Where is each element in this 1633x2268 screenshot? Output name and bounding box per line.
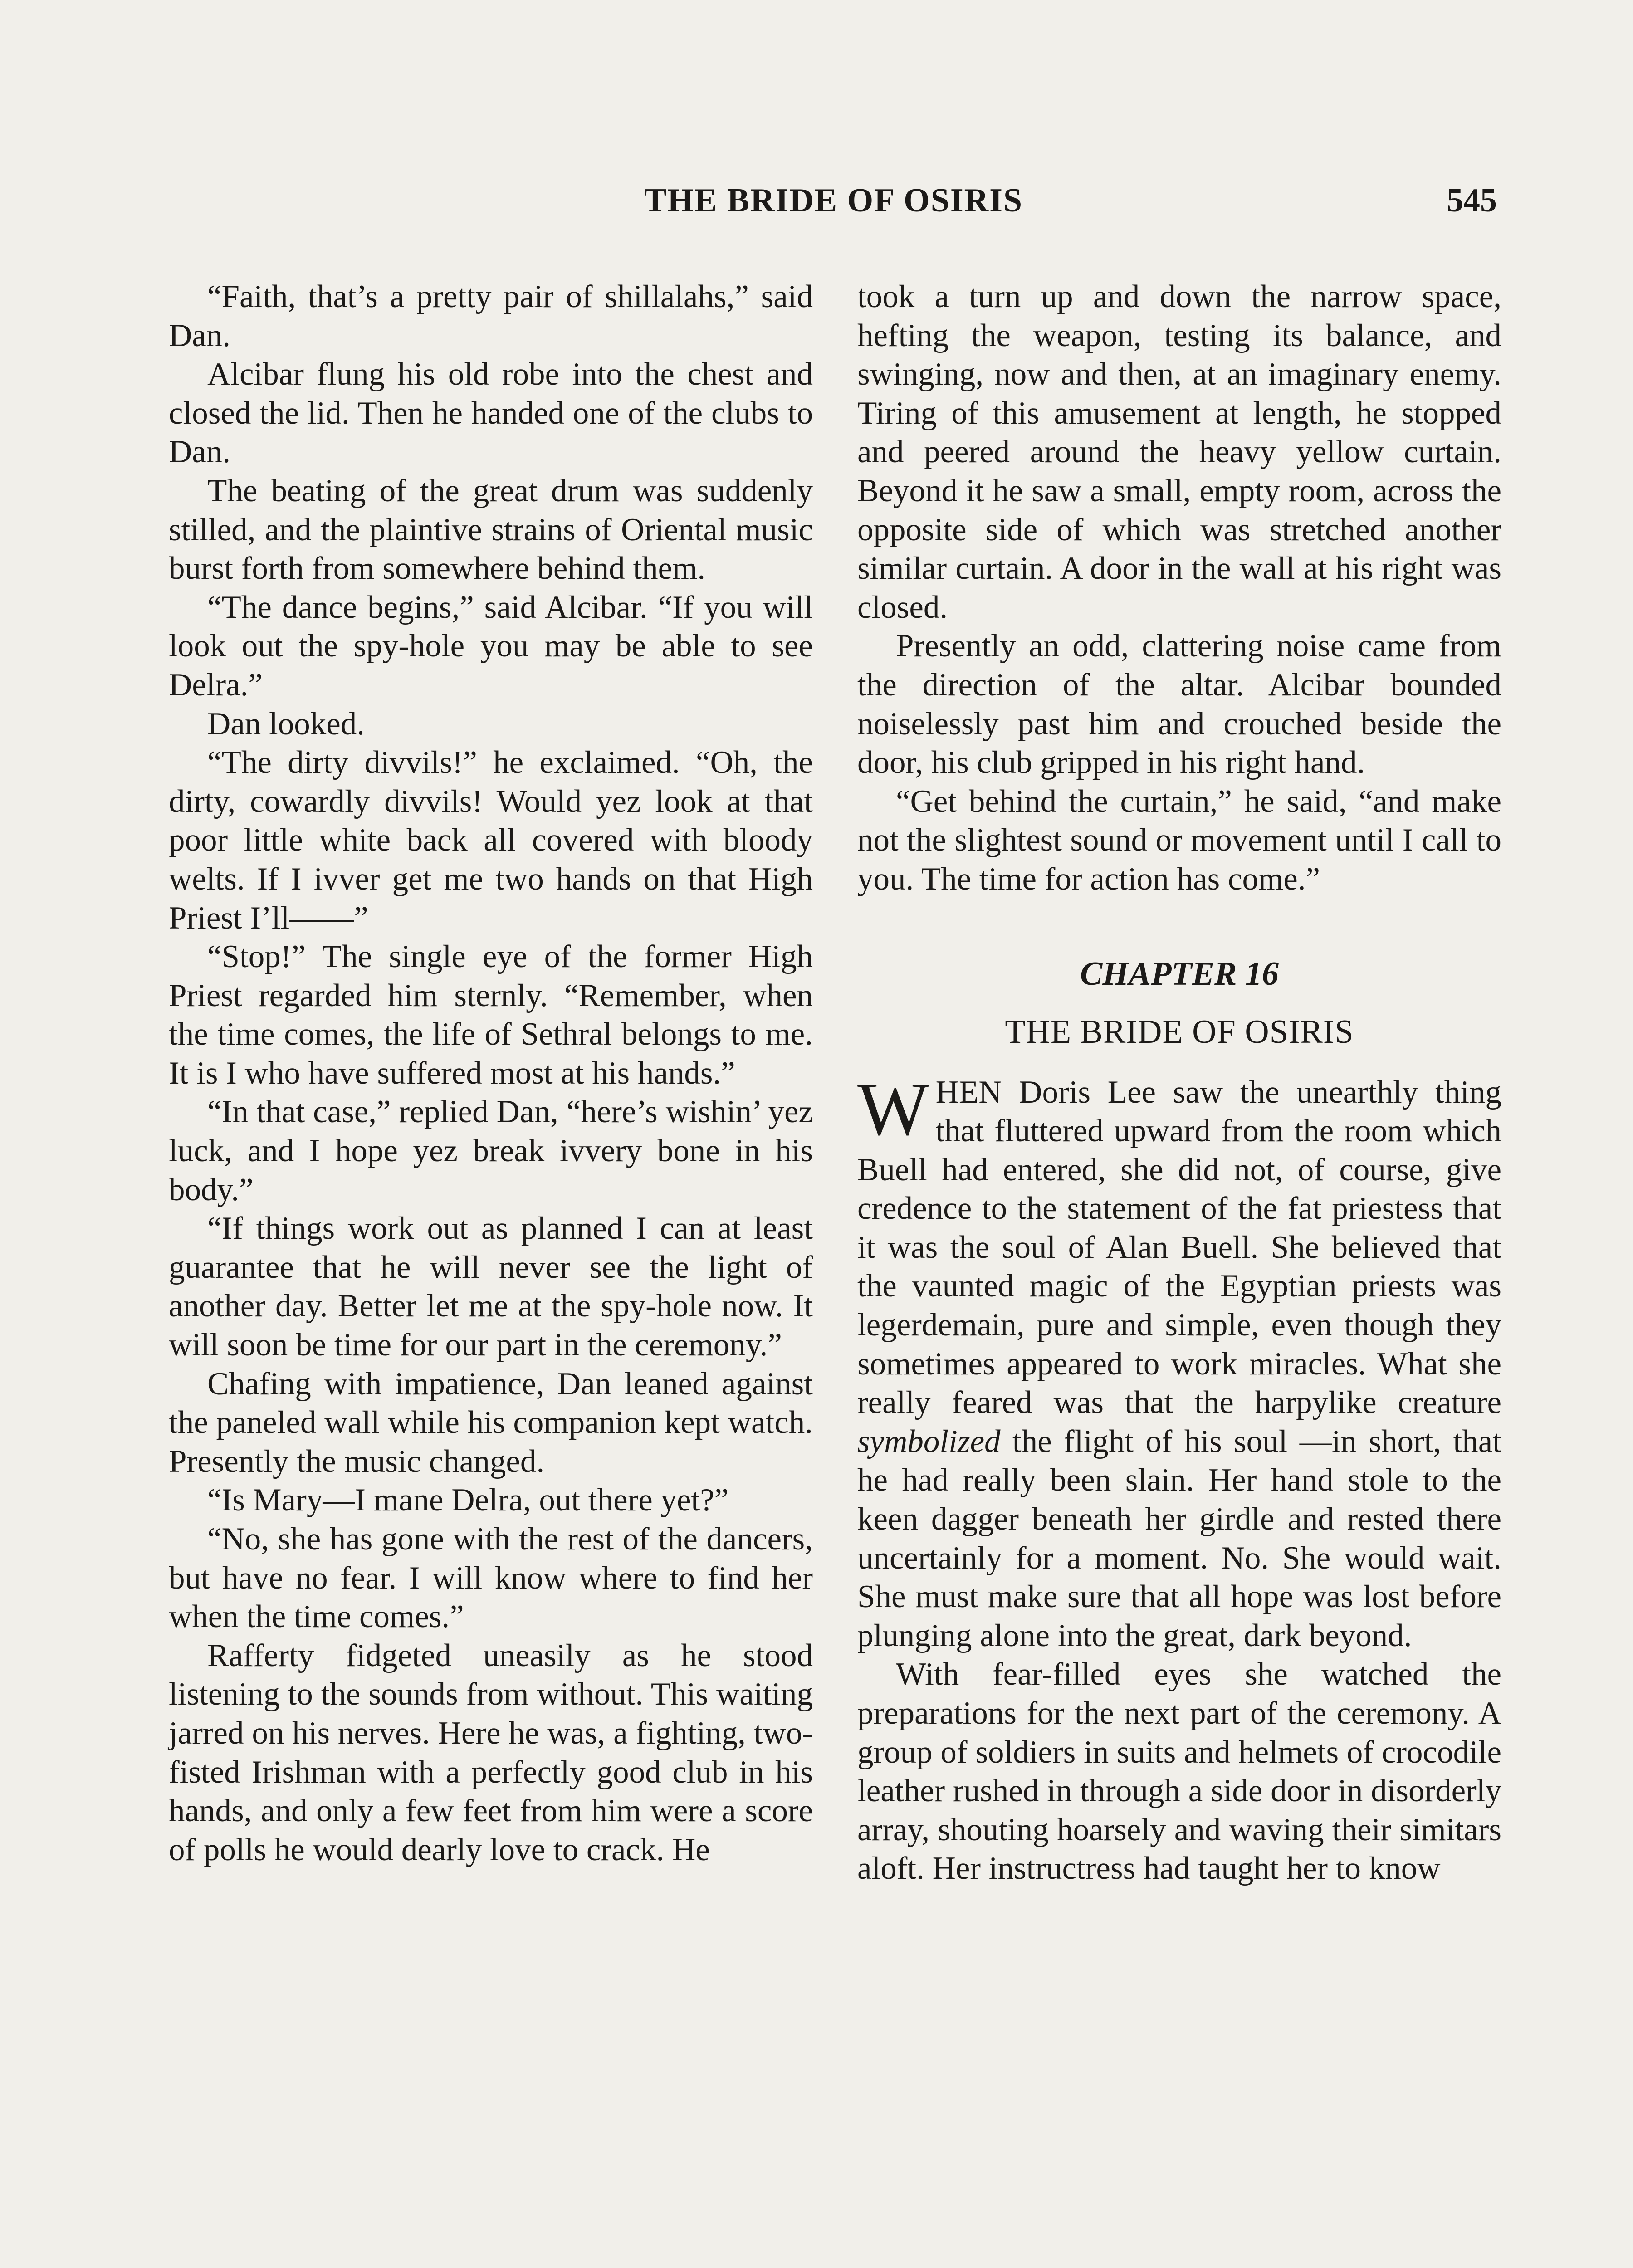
page-number: 545 [1447, 182, 1497, 219]
paragraph: Chafing with impatience, Dan leaned against the paneled wall while his companion kept watch. Presently the music changed. [169, 1366, 813, 1479]
italic-word: symbolized [857, 1423, 1001, 1459]
running-head [170, 181, 1497, 231]
paragraph: “The dance begins,” said Alcibar. “If you will look out the spy-hole you may be able to see Delra.” [169, 589, 813, 703]
left-column [169, 278, 813, 1869]
chapter-number: CHAPTER 16 [1080, 955, 1279, 992]
paragraph: “No, she has gone with the rest of the dancers, but have no fear. I will know where to find her when the time comes.” [169, 1521, 813, 1635]
chapter-opening-paragraph [857, 1066, 1501, 1656]
paragraph: Presently an odd, clattering noise came from the direction of the altar. Alcibar bounded noiselessly past him and crouched beside the door, his club gripped in his right hand. [857, 628, 1501, 781]
paragraph: “In that case,” replied Dan, “here’s wishin’ yez luck, and I hope yez break ivvery bone in his body.” [169, 1094, 813, 1207]
paragraph-text: Doris Lee saw the unearthly thing that fluttered upward from the room which Buell had entered, she did not, of course, give credence to the statement of the fat priestess that it was the soul of Alan Buell. She believed that the vaunted magic of the Egyptian priests was legerdemain, pure and simple, even though they sometimes appeared to work miracles. What she really feared was that the harpylike creature [857, 1074, 1501, 1421]
running-title: THE BRIDE OF OSIRIS [644, 182, 1023, 219]
paragraph: With fear-filled eyes she watched the preparations for the next part of the ceremony. A group of soldiers in suits and helmets of crocodile leather rushed in through a side door in disorderly array, shouting hoarsely and waving their simitars aloft. Her instructress had taught her to know [857, 1657, 1501, 1887]
paragraph: Dan looked. [207, 706, 365, 742]
paragraph: The beating of the great drum was suddenly stilled, and the plaintive strains of Oriental music burst forth from somewhere behind them. [169, 473, 813, 587]
paragraph: “The dirty divvils!” he exclaimed. “Oh, the dirty, cowardly divvils! Would yez look at that poor little white back all covered with bloody welts. If I ivver get me two hands on that High Priest I’ll——” [169, 745, 813, 936]
paragraph: “Faith, that’s a pretty pair of shillalahs,” said Dan. [169, 279, 813, 353]
drop-cap: W [857, 1066, 929, 1151]
paragraph: Alcibar flung his old robe into the chest and closed the lid. Then he handed one of the clubs to Dan. [169, 357, 813, 470]
paragraph: Rafferty fidgeted uneasily as he stood listening to the sounds from without. This waiting jarred on his nerves. Here he was, a fighting, two-fisted Irishman with a perfectly good club in his hands, and only a few feet from him were a score of polls he would dearly love to crack. He [169, 1637, 813, 1867]
paragraph-text: the flight of his soul —in short, that he had really been slain. Her hand stole to the keen dagger beneath her girdle and rested there uncertainly for a moment. No. She would wait. She must make sure that all hope was lost before plunging alone into the great, dark beyond. [857, 1423, 1501, 1653]
right-column [857, 278, 1501, 1888]
paragraph: “Is Mary—I mane Delra, out there yet?” [207, 1482, 729, 1518]
paragraph: “Stop!” The single eye of the former High Priest regarded him sternly. “Remember, when the time comes, the life of Sethral belongs to me. It is I who have suffered most at his hands.” [169, 939, 813, 1091]
small-caps-lead: HEN [935, 1074, 1002, 1110]
paragraph: “If things work out as planned I can at least guarantee that he will never see the light of another day. Better let me at the spy-hole now. It will soon be time for our part in the ceremony.” [169, 1211, 813, 1363]
paragraph: took a turn up and down the narrow space, hefting the weapon, testing its balance, and swinging, now and then, at an imaginary enemy. Tiring of this amusement at length, he stopped and peered around the heavy yellow curtain. Beyond it he saw a small, empty room, across the opposite side of which was stretched another similar curtain. A door in the wall at his right was closed. [857, 279, 1501, 625]
chapter-title: THE BRIDE OF OSIRIS [1005, 1013, 1354, 1051]
paragraph: “Get behind the curtain,” he said, “and make not the slightest sound or movement until I call to you. The time for action has come.” [857, 783, 1501, 897]
